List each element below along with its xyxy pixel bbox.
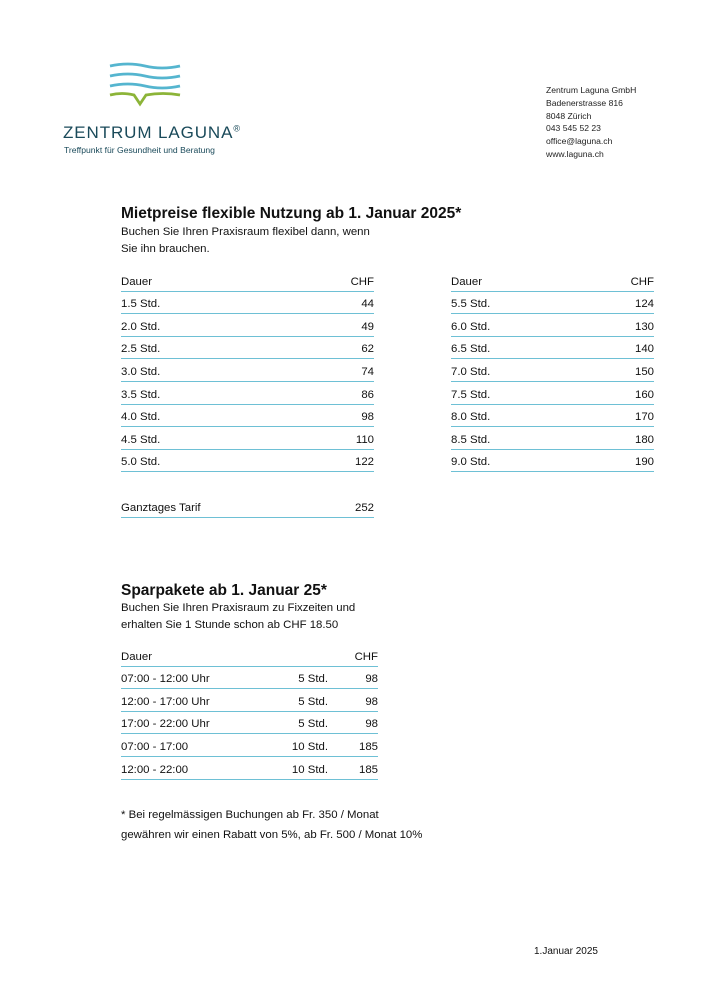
address-city: 8048 Zürich bbox=[546, 110, 592, 121]
table-row: 4.0 Std. 98 bbox=[121, 405, 374, 428]
table-row: 07:00 - 17:00 10 Std. 185 bbox=[121, 734, 378, 757]
document-date: 1.Januar 2025 bbox=[534, 946, 598, 957]
address-website[interactable]: www.laguna.ch bbox=[546, 148, 604, 159]
flex-intro: Buchen Sie Ihren Praxisraum flexibel dann, wenn Sie ihn brauchen. bbox=[121, 226, 370, 255]
table-row: 7.5 Std. 160 bbox=[451, 382, 654, 405]
table-row: 1.5 Std. 44 bbox=[121, 292, 374, 315]
table-header: Dauer CHF bbox=[451, 269, 654, 292]
table-row: 07:00 - 12:00 Uhr 5 Std. 98 bbox=[121, 667, 378, 690]
table-header: Dauer CHF bbox=[121, 269, 374, 292]
address-phone[interactable]: 043 545 52 23 bbox=[546, 123, 601, 134]
table-row: 5.5 Std. 124 bbox=[451, 292, 654, 315]
table-row: 2.5 Std. 62 bbox=[121, 337, 374, 360]
address-email[interactable]: office@laguna.ch bbox=[546, 136, 613, 147]
table-row: 12:00 - 17:00 Uhr 5 Std. 98 bbox=[121, 689, 378, 712]
address-street: Badenerstrasse 816 bbox=[546, 97, 623, 108]
spar-table bbox=[121, 644, 378, 780]
spar-intro: Buchen Sie Ihren Praxisraum zu Fixzeiten und erhalten Sie 1 Stunde schon ab CHF 18.50 bbox=[121, 602, 356, 631]
table-row: 4.5 Std. 110 bbox=[121, 427, 374, 450]
spar-title: Sparpakete ab 1. Januar 25* bbox=[121, 582, 327, 599]
table-header: Dauer CHF bbox=[121, 644, 378, 667]
table-row: 7.0 Std. 150 bbox=[451, 359, 654, 382]
logo-waves-icon bbox=[108, 62, 182, 108]
flex-table-right bbox=[451, 269, 654, 472]
logo-name: ZENTRUM LAGUNA® bbox=[63, 123, 241, 142]
address-company: Zentrum Laguna GmbH bbox=[546, 85, 637, 95]
day-rate-table bbox=[121, 495, 374, 518]
footnote: * Bei regelmässigen Buchungen ab Fr. 350 / Monat gewähren wir einen Rabatt von 5%, ab Fr. 500 / Monat 10% bbox=[121, 809, 423, 841]
table-row: 12:00 - 22:00 10 Std. 185 bbox=[121, 757, 378, 780]
logo-tagline: Treffpunkt für Gesundheit und Beratung bbox=[64, 145, 215, 155]
table-row: 3.5 Std. 86 bbox=[121, 382, 374, 405]
table-row: 5.0 Std. 122 bbox=[121, 450, 374, 473]
day-rate-row: Ganztages Tarif 252 bbox=[121, 495, 374, 518]
company-address bbox=[546, 84, 636, 161]
table-row: 8.0 Std. 170 bbox=[451, 405, 654, 428]
flex-table-left bbox=[121, 269, 374, 472]
flex-title: Mietpreise flexible Nutzung ab 1. Januar 2025* bbox=[121, 205, 462, 222]
table-row: 9.0 Std. 190 bbox=[451, 450, 654, 473]
table-row: 17:00 - 22:00 Uhr 5 Std. 98 bbox=[121, 712, 378, 735]
table-row: 6.0 Std. 130 bbox=[451, 314, 654, 337]
table-row: 3.0 Std. 74 bbox=[121, 359, 374, 382]
table-row: 6.5 Std. 140 bbox=[451, 337, 654, 360]
table-row: 2.0 Std. 49 bbox=[121, 314, 374, 337]
table-row: 8.5 Std. 180 bbox=[451, 427, 654, 450]
